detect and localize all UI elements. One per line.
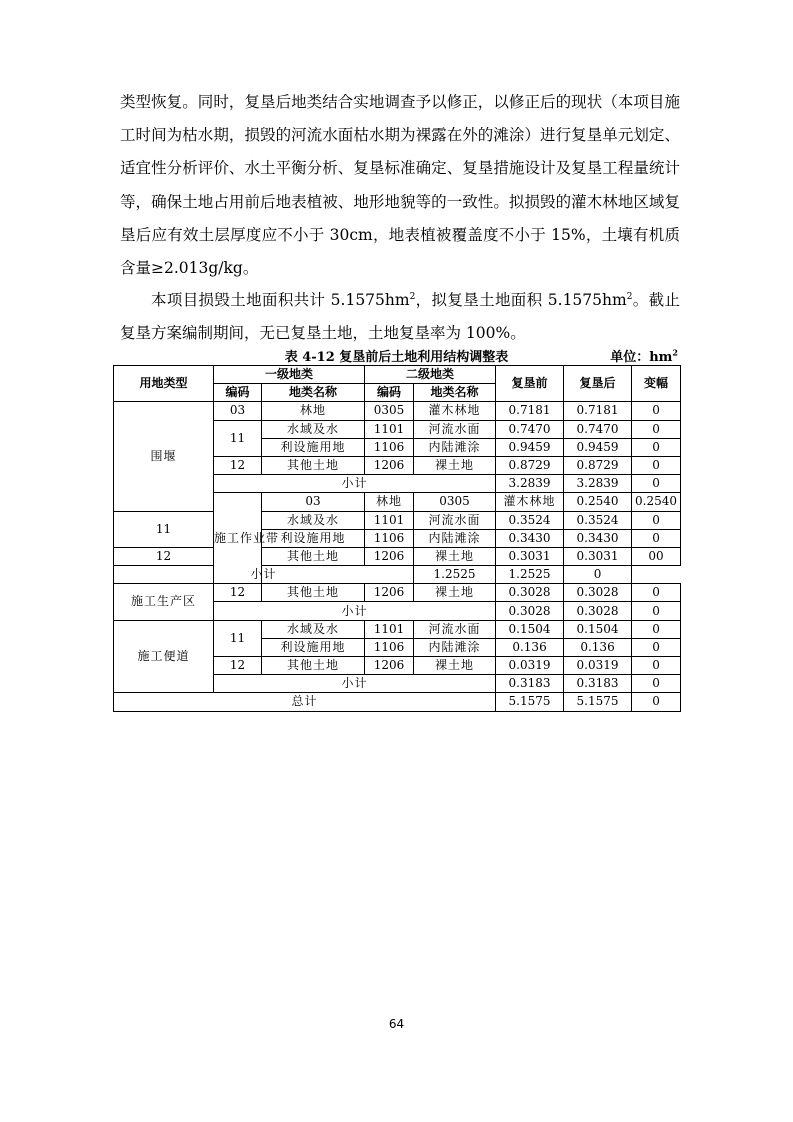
cell-code1: 12	[214, 584, 262, 602]
paragraph-2-part-2: ，拟复垦土地面积 5.1575hm	[415, 291, 627, 309]
cell-change: 00	[632, 547, 681, 565]
cell-code2: 1206	[365, 456, 414, 474]
header-after: 复垦后	[564, 366, 632, 402]
cell-after: 0.3524	[564, 511, 632, 529]
cell-before: 3.2839	[496, 475, 564, 493]
table-caption	[113, 344, 680, 364]
cell-code2: 1206	[365, 547, 414, 565]
subtotal-label: 小计	[214, 475, 496, 493]
table-row	[114, 547, 681, 565]
cell-name1: 其他土地	[262, 657, 365, 675]
cell-after: 0.3028	[564, 584, 632, 602]
cell-change: 0	[632, 602, 681, 620]
cell-after: 0.3028	[564, 602, 632, 620]
cell-name2: 内陆滩涂	[414, 638, 496, 656]
cell-code1: 03	[262, 493, 365, 511]
cell-change: 0	[632, 675, 681, 693]
cell-name1: 利设施用地	[262, 438, 365, 456]
cell-change: 0	[632, 511, 681, 529]
cell-code1: 11	[114, 511, 214, 547]
cell-change: 0	[632, 638, 681, 656]
subtotal-row	[114, 566, 681, 584]
cell-before: 0.136	[496, 638, 564, 656]
cell-code2: 1106	[365, 529, 414, 547]
cell-before: 0.2540	[564, 493, 632, 511]
cell-name1: 其他土地	[262, 547, 365, 565]
cell-name2: 河流水面	[414, 620, 496, 638]
unit-superscript: 2	[672, 347, 678, 358]
cell-code2: 1101	[365, 420, 414, 438]
superscript: 2	[626, 291, 633, 302]
table-title: 表 4-12 复垦前后土地利用结构调整表	[284, 350, 509, 365]
cell-change: 0	[632, 620, 681, 638]
total-label: 总计	[114, 693, 496, 711]
group-label: 围堰	[114, 402, 214, 511]
cell-code1: 03	[214, 402, 262, 420]
group-label: 施工便道	[114, 620, 214, 693]
header-name: 地类名称	[262, 384, 365, 402]
cell-code2: 1101	[365, 620, 414, 638]
paragraph-2-part-3: 。截止复垦方案编制期间，无已复垦土地，土地复垦率为 100%。	[120, 291, 680, 343]
group-label: 施工作业带	[214, 493, 262, 584]
cell-before: 0.1504	[496, 620, 564, 638]
table-row	[114, 402, 681, 420]
cell-name1: 水域及水	[262, 620, 365, 638]
total-row	[114, 693, 681, 711]
cell-code2: 1106	[365, 638, 414, 656]
paragraph-2-part-1: 本项目损毁土地面积共计 5.1575hm	[151, 291, 410, 309]
cell-before: 0.9459	[496, 438, 564, 456]
cell-name2: 裸土地	[414, 657, 496, 675]
header-row	[114, 366, 681, 384]
cell-before: 1.2525	[414, 566, 496, 584]
cell-after: 0.0319	[564, 657, 632, 675]
cell-change: 0	[564, 566, 632, 584]
subtotal-label: 小计	[214, 602, 496, 620]
cell-name1: 其他土地	[262, 584, 365, 602]
cell-code2: 1206	[365, 584, 414, 602]
cell-after: 0.9459	[564, 438, 632, 456]
cell-after: 0.3430	[564, 529, 632, 547]
cell-after: 0.3183	[564, 675, 632, 693]
page-number: 64	[388, 1017, 405, 1031]
cell-after: 0.8729	[564, 456, 632, 474]
table-unit	[610, 346, 678, 365]
cell-before: 0.3028	[496, 602, 564, 620]
subtotal-label: 小计	[114, 566, 414, 584]
cell-before: 0.7470	[496, 420, 564, 438]
cell-code1: 12	[114, 547, 214, 565]
cell-after: 0.7470	[564, 420, 632, 438]
cell-before: 0.3183	[496, 675, 564, 693]
cell-name1: 利设施用地	[262, 638, 365, 656]
cell-change: 0	[632, 402, 681, 420]
body-paragraph-2	[120, 284, 680, 350]
cell-change: 0	[632, 657, 681, 675]
cell-name1: 林地	[365, 493, 414, 511]
subtotal-label: 小计	[214, 675, 496, 693]
cell-name1: 水域及水	[262, 511, 365, 529]
cell-after: 0.136	[564, 638, 632, 656]
cell-code2: 1206	[365, 657, 414, 675]
cell-before: 0.3028	[496, 584, 564, 602]
cell-name1: 其他土地	[262, 456, 365, 474]
cell-change: 0	[632, 475, 681, 493]
header-code: 编码	[365, 384, 414, 402]
cell-after: 0.3031	[564, 547, 632, 565]
cell-code1: 11	[214, 420, 262, 456]
table-row	[114, 511, 681, 529]
cell-code2: 1101	[365, 511, 414, 529]
group-label: 施工生产区	[114, 584, 214, 620]
cell-name2: 河流水面	[414, 420, 496, 438]
cell-after: 5.1575	[564, 693, 632, 711]
cell-code2: 0305	[414, 493, 496, 511]
cell-change: 0	[632, 693, 681, 711]
cell-before: 0.3031	[496, 547, 564, 565]
cell-change: 0	[632, 438, 681, 456]
unit-text: 单位：hm	[610, 350, 673, 365]
cell-code1: 12	[214, 456, 262, 474]
cell-change: 0	[632, 420, 681, 438]
cell-before: 0.8729	[496, 456, 564, 474]
cell-before: 0.7181	[496, 402, 564, 420]
cell-name1: 利设施用地	[262, 529, 365, 547]
cell-code1: 12	[214, 657, 262, 675]
cell-after: 0.7181	[564, 402, 632, 420]
cell-name2: 内陆滩涂	[414, 438, 496, 456]
header-name: 地类名称	[414, 384, 496, 402]
cell-after: 0.2540	[632, 493, 681, 511]
cell-name2: 内陆滩涂	[414, 529, 496, 547]
cell-name2: 裸土地	[414, 456, 496, 474]
land-use-table	[113, 365, 681, 712]
header-code: 编码	[214, 384, 262, 402]
header-change: 变幅	[632, 366, 681, 402]
cell-after: 0.1504	[564, 620, 632, 638]
cell-before: 0.3524	[496, 511, 564, 529]
cell-name2: 河流水面	[414, 511, 496, 529]
header-before: 复垦前	[496, 366, 564, 402]
cell-code2: 1106	[365, 438, 414, 456]
cell-name1: 水域及水	[262, 420, 365, 438]
table-row	[114, 584, 681, 602]
header-level1: 一级地类	[214, 366, 365, 384]
cell-name2: 灌木林地	[496, 493, 564, 511]
superscript: 2	[409, 291, 416, 302]
cell-name2: 裸土地	[414, 584, 496, 602]
table-row	[114, 620, 681, 638]
cell-code1: 11	[214, 620, 262, 656]
cell-before: 0.3430	[496, 529, 564, 547]
cell-change: 0	[632, 584, 681, 602]
cell-before: 0.0319	[496, 657, 564, 675]
cell-code2: 0305	[365, 402, 414, 420]
cell-after: 3.2839	[564, 475, 632, 493]
cell-name2: 裸土地	[414, 547, 496, 565]
header-land-use: 用地类型	[114, 366, 214, 402]
body-paragraph-1: 类型恢复。同时，复垦后地类结合实地调查予以修正，以修正后的现状（本项目施工时间为枯水期，损毁的河流水面枯水期为裸露在外的滩涂）进行复垦单元划定、适宜性分析评价、水土平衡分析、复垦标准确定、复垦措施设计及复垦工程量统计等，确保土地占用前后地表植被、地形地貌等的一致性。拟损毁的灌木林地区域复垦后应有效土层厚度应不小于 30cm，地表植被覆盖度不小于 15%，土壤有机质含量≥2.013g/kg。	[120, 93, 680, 278]
cell-before: 5.1575	[496, 693, 564, 711]
header-level2: 二级地类	[365, 366, 496, 384]
cell-change: 0	[632, 529, 681, 547]
cell-name1: 林地	[262, 402, 365, 420]
cell-change: 0	[632, 456, 681, 474]
cell-name2: 灌木林地	[414, 402, 496, 420]
cell-after: 1.2525	[496, 566, 564, 584]
